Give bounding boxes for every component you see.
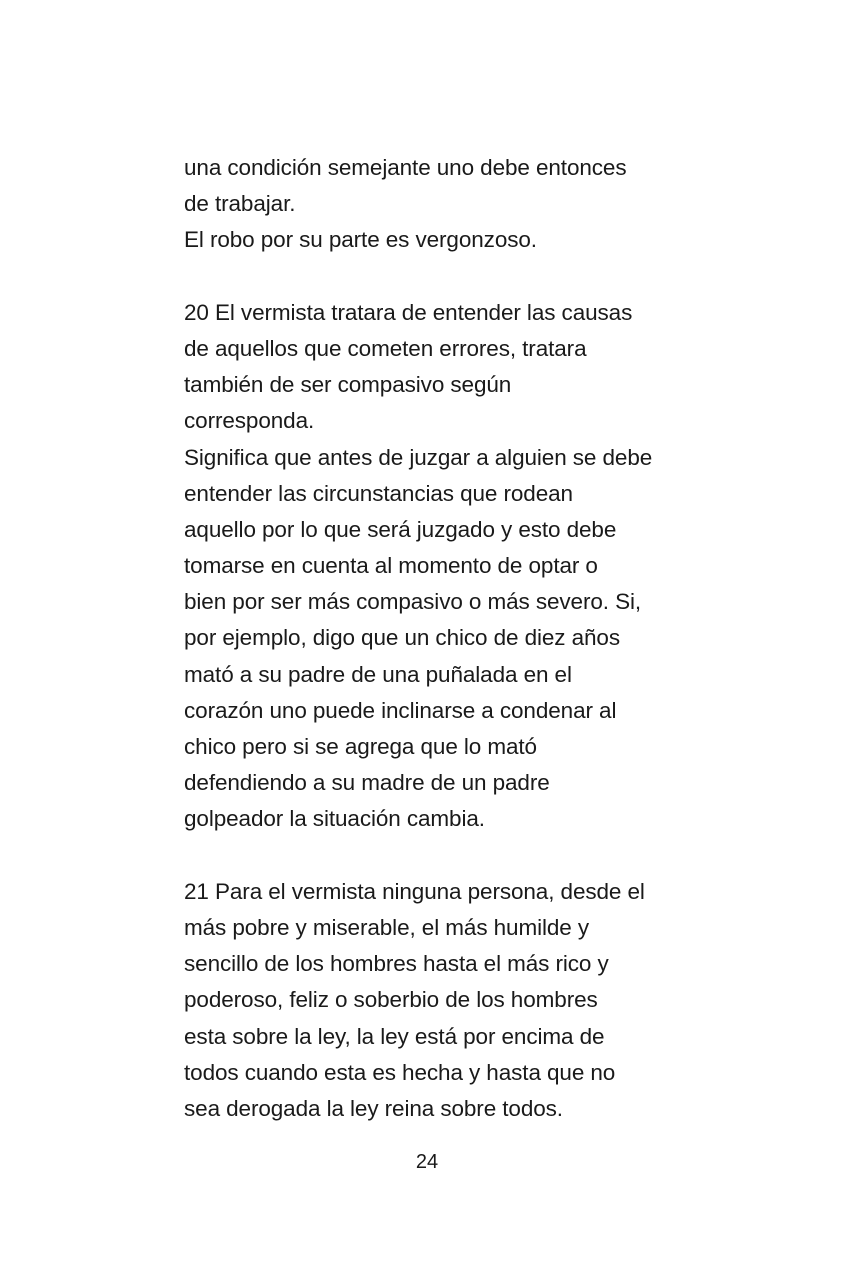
text-line: entender las circunstancias que rodean [184, 480, 573, 506]
text-line: corazón uno puede inclinarse a condenar al [184, 697, 617, 723]
paragraph-spacer [184, 259, 674, 295]
text-line: tomarse en cuenta al momento de optar o [184, 553, 598, 579]
text-line: 21 Para el vermista ninguna persona, desde el [184, 878, 645, 904]
paragraph-3 [184, 874, 674, 1127]
text-line: también de ser compasivo según [184, 372, 512, 398]
paragraph-2 [184, 295, 674, 838]
text-line: poderoso, feliz o soberbio de los hombres [184, 987, 598, 1013]
text-line: de trabajar. [184, 191, 296, 217]
text-line: aquello por lo que será juzgado y esto debe [184, 516, 617, 542]
text-line: por ejemplo, digo que un chico de diez años [184, 625, 620, 651]
text-line: sea derogada la ley reina sobre todos. [184, 1095, 563, 1121]
text-line: más pobre y miserable, el más humilde y [184, 914, 590, 940]
text-line: corresponda. [184, 408, 315, 434]
text-line: bien por ser más compasivo o más severo. Si, [184, 589, 642, 615]
paragraph-1 [184, 150, 674, 259]
text-line: una condición semejante uno debe entonces [184, 155, 627, 180]
text-line: de aquellos que cometen errores, tratara [184, 335, 587, 361]
text-line: 20 El vermista tratara de entender las causas [184, 299, 633, 325]
page-number: 24 [415, 1151, 439, 1173]
text-line: defendiendo a su madre de un padre [184, 770, 550, 796]
text-line: El robo por su parte es vergonzoso. [184, 227, 537, 253]
text-line: Significa que antes de juzgar a alguien se debe [184, 444, 653, 470]
text-line: todos cuando esta es hecha y hasta que no [184, 1059, 616, 1085]
paragraph-spacer [184, 838, 674, 874]
text-line: mató a su padre de una puñalada en el [184, 661, 572, 687]
text-line: golpeador la situación cambia. [184, 806, 485, 832]
text-line: sencillo de los hombres hasta el más rico y [184, 951, 609, 977]
text-line: esta sobre la ley, la ley está por encima de [184, 1023, 605, 1049]
text-line: chico pero si se agrega que lo mató [184, 734, 537, 759]
body-text [184, 150, 674, 1127]
